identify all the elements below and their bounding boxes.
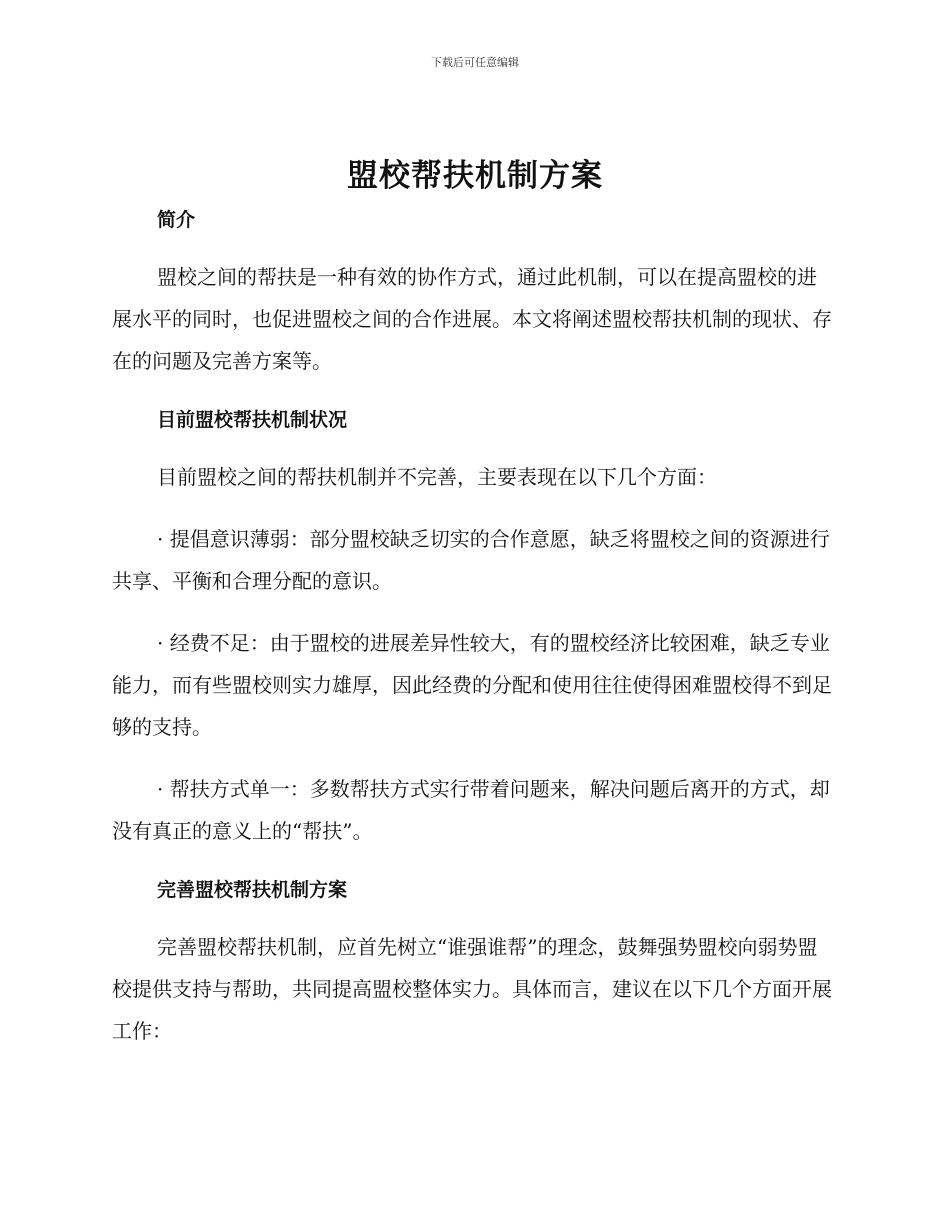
bullet-item-methods: · 帮扶方式单一：多数帮扶方式实行带着问题来，解决问题后离开的方式，却没有真正的意义上的“帮扶”。 <box>112 777 830 843</box>
section-heading-current-status: 目前盟校帮扶机制状况 <box>157 409 348 431</box>
status-intro-paragraph: 目前盟校之间的帮扶机制并不完善，主要表现在以下几个方面： <box>157 465 717 489</box>
section-heading-intro: 简介 <box>157 209 196 231</box>
bullet-item-funding: · 经费不足：由于盟校的进展差异性较大，有的盟校经济比较困难，缺乏专业能力，而有些盟校则实力雄厚，因此经费的分配和使用往往使得困难盟校得不到足够的支持。 <box>112 631 832 739</box>
section-heading-improvement-plan: 完善盟校帮扶机制方案 <box>157 879 348 901</box>
improvement-paragraph: 完善盟校帮扶机制，应首先树立“谁强谁帮”的理念，鼓舞强势盟校向弱势盟校提供支持与帮助，共同提高盟校整体实力。具体而言，建议在以下几个方面开展工作： <box>112 935 832 1043</box>
document-title: 盟校帮扶机制方案 <box>347 158 603 194</box>
document-body <box>112 204 834 1052</box>
bullet-item-awareness: · 提倡意识薄弱：部分盟校缺乏切实的合作意愿，缺乏将盟校之间的资源进行共享、平衡和合理分配的意识。 <box>112 527 830 593</box>
intro-paragraph: 盟校之间的帮扶是一种有效的协作方式，通过此机制，可以在提高盟校的进展水平的同时，也促进盟校之间的合作进展。本文将阐述盟校帮扶机制的现状、存在的问题及完善方案等。 <box>112 265 832 373</box>
page-header-note: 下载后可任意编辑 <box>431 56 519 69</box>
